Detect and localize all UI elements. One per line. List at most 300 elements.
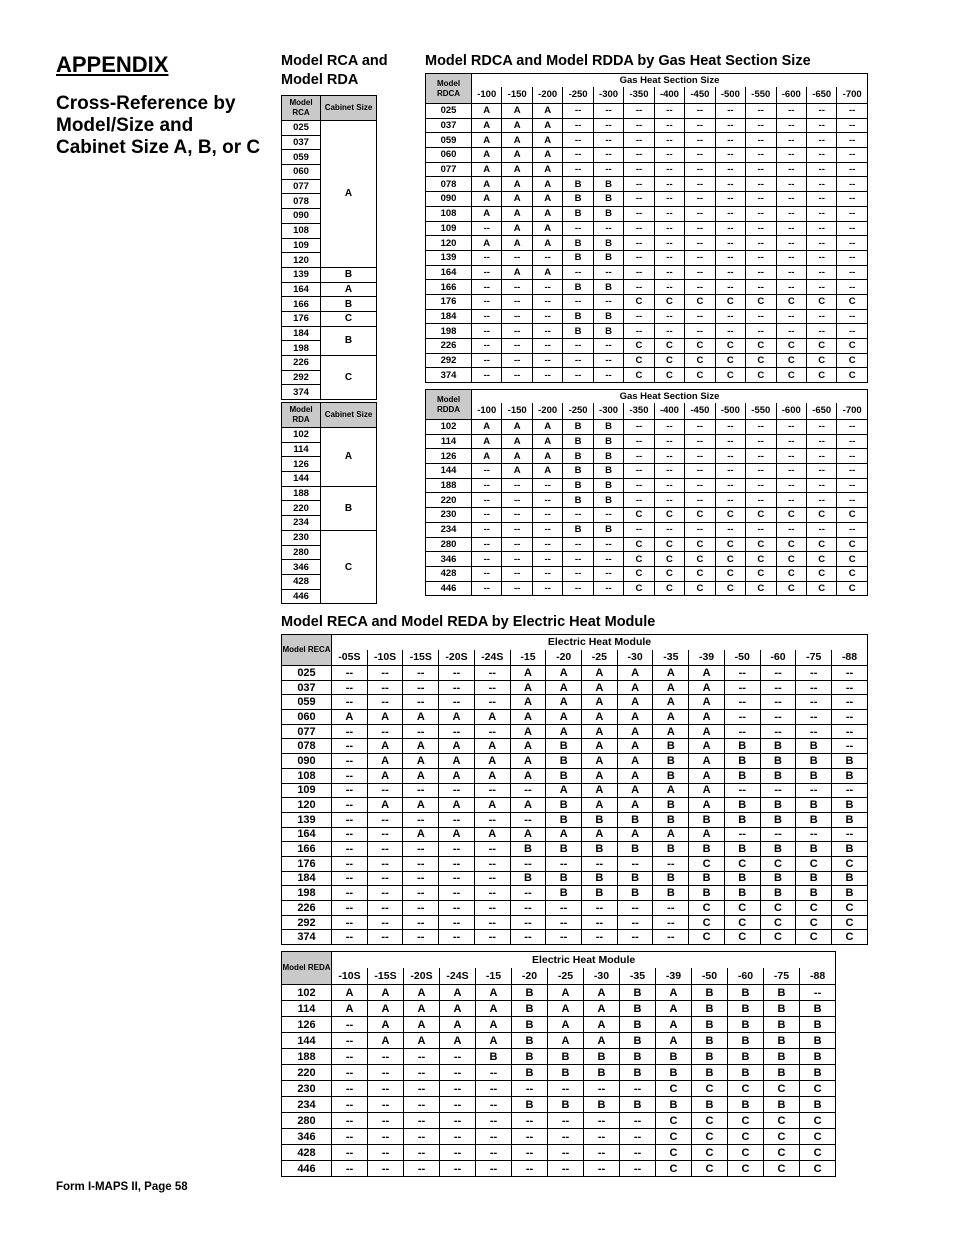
cabinet-cell: -- (332, 768, 368, 783)
model-number: 090 (426, 192, 472, 207)
table-row (426, 368, 868, 383)
column-header: -15 (476, 968, 512, 985)
cabinet-cell: B (832, 768, 868, 783)
cabinet-cell: -- (502, 324, 532, 339)
table-row (426, 309, 868, 324)
cabinet-cell: -- (715, 434, 745, 449)
cabinet-cell: -- (439, 901, 475, 916)
cabinet-cell: A (689, 754, 725, 769)
cabinet-cell: C (728, 1081, 764, 1097)
cabinet-cell: A (689, 710, 725, 725)
cabinet-cell: A (582, 680, 618, 695)
cabinet-cell: -- (502, 581, 532, 596)
model-number: 198 (282, 886, 332, 901)
cabinet-cell: B (563, 493, 593, 508)
cabinet-cell: B (760, 842, 796, 857)
cabinet-cell: C (692, 1113, 728, 1129)
column-header: -200 (532, 87, 562, 104)
cabinet-cell: A (474, 768, 510, 783)
cabinet-cell: -- (746, 464, 776, 479)
cabinet-cell: A (502, 104, 532, 119)
cabinet-cell: A (404, 1033, 440, 1049)
table-row (282, 121, 377, 136)
cabinet-cell: -- (654, 478, 684, 493)
cabinet-cell: B (563, 324, 593, 339)
cabinet-cell: -- (584, 1081, 620, 1097)
cabinet-cell: -- (472, 339, 502, 354)
column-header: -88 (800, 968, 836, 985)
cabinet-cell: -- (806, 148, 836, 163)
cabinet-cell: -- (593, 162, 623, 177)
model-number: 220 (282, 1065, 332, 1081)
cabinet-cell: A (617, 695, 653, 710)
cabinet-cell: -- (404, 1161, 440, 1177)
cabinet-cell: -- (624, 434, 654, 449)
cabinet-cell: -- (624, 177, 654, 192)
cabinet-cell: B (760, 798, 796, 813)
cabinet-cell: -- (474, 724, 510, 739)
cabinet-cell: -- (368, 1113, 404, 1129)
cabinet-cell: -- (472, 566, 502, 581)
group-header: Gas Heat Section Size (472, 390, 868, 403)
table-row (282, 1033, 836, 1049)
cabinet-cell: C (654, 581, 684, 596)
model-number: 198 (426, 324, 472, 339)
cabinet-cell: A (403, 754, 439, 769)
cabinet-cell: B (593, 236, 623, 251)
cabinet-cell: B (760, 768, 796, 783)
cabinet-cell: -- (715, 177, 745, 192)
cabinet-cell: -- (474, 812, 510, 827)
cabinet-cell: C (764, 1161, 800, 1177)
cabinet-cell: -- (440, 1145, 476, 1161)
cabinet-cell: B (617, 842, 653, 857)
cabinet-cell: -- (367, 827, 403, 842)
cabinet-cell: -- (806, 221, 836, 236)
cabinet-size: B (321, 267, 377, 282)
cabinet-cell: C (685, 294, 715, 309)
cabinet-cell: A (532, 206, 562, 221)
cabinet-cell: -- (512, 1129, 548, 1145)
cabinet-cell: -- (832, 666, 868, 681)
cabinet-cell: A (474, 798, 510, 813)
model-number: 230 (426, 508, 472, 523)
cabinet-cell: A (689, 695, 725, 710)
cabinet-cell: B (620, 1065, 656, 1081)
cabinet-cell: C (746, 368, 776, 383)
cabinet-cell: -- (776, 449, 806, 464)
cabinet-cell: C (800, 1113, 836, 1129)
column-header: -20 (512, 968, 548, 985)
table-row (282, 1129, 836, 1145)
cabinet-cell: A (502, 420, 532, 435)
cabinet-cell: -- (368, 1145, 404, 1161)
cabinet-cell: -- (472, 508, 502, 523)
cabinet-cell: -- (776, 133, 806, 148)
cabinet-cell: A (439, 768, 475, 783)
cabinet-cell: B (593, 478, 623, 493)
cabinet-cell: C (654, 508, 684, 523)
cabinet-cell: A (532, 118, 562, 133)
cabinet-cell: -- (439, 695, 475, 710)
cabinet-cell: -- (653, 856, 689, 871)
cabinet-cell: -- (563, 148, 593, 163)
cabinet-cell: C (624, 552, 654, 567)
cabinet-cell: A (472, 434, 502, 449)
table-row (426, 104, 868, 119)
cabinet-cell: -- (332, 856, 368, 871)
cabinet-cell: -- (715, 280, 745, 295)
cabinet-cell: B (728, 1017, 764, 1033)
cabinet-cell: -- (715, 192, 745, 207)
cabinet-cell: -- (746, 522, 776, 537)
cabinet-cell: A (476, 1017, 512, 1033)
column-header: -600 (776, 403, 806, 420)
cabinet-cell: B (653, 768, 689, 783)
cabinet-cell: B (546, 886, 582, 901)
cabinet-cell: -- (563, 162, 593, 177)
cabinet-cell: B (593, 280, 623, 295)
cabinet-cell: -- (832, 695, 868, 710)
cabinet-cell: C (837, 339, 868, 354)
cabinet-cell: -- (715, 206, 745, 221)
column-header: -500 (715, 403, 745, 420)
cabinet-cell: A (472, 104, 502, 119)
cabinet-size: B (321, 486, 377, 530)
cabinet-cell: C (800, 1161, 836, 1177)
cabinet-cell: -- (584, 1145, 620, 1161)
cabinet-cell: -- (563, 104, 593, 119)
cabinet-cell: -- (806, 420, 836, 435)
cabinet-cell: -- (837, 250, 868, 265)
cabinet-cell: B (512, 1033, 548, 1049)
model-number: 102 (426, 420, 472, 435)
cabinet-cell: -- (404, 1129, 440, 1145)
cabinet-cell: C (837, 581, 868, 596)
cabinet-cell: -- (654, 236, 684, 251)
column-header: -15S (368, 968, 404, 985)
cabinet-cell: -- (832, 739, 868, 754)
cabinet-cell: -- (593, 368, 623, 383)
column-header: -15 (510, 650, 546, 666)
cabinet-cell: -- (715, 309, 745, 324)
model-number: 184 (426, 309, 472, 324)
cabinet-cell: C (728, 1145, 764, 1161)
cabinet-cell: -- (502, 566, 532, 581)
cabinet-cell: A (367, 710, 403, 725)
cabinet-cell: -- (584, 1161, 620, 1177)
cabinet-cell: A (472, 420, 502, 435)
cabinet-cell: -- (806, 104, 836, 119)
cabinet-cell: B (563, 280, 593, 295)
cabinet-cell: C (806, 294, 836, 309)
cabinet-cell: B (689, 886, 725, 901)
cabinet-cell: -- (332, 1033, 368, 1049)
cabinet-cell: B (593, 420, 623, 435)
table-row (282, 326, 377, 341)
cabinet-cell: -- (776, 162, 806, 177)
cabinet-cell: C (685, 552, 715, 567)
table-row (282, 812, 868, 827)
model-number: 114 (282, 442, 321, 457)
cabinet-cell: -- (837, 280, 868, 295)
cabinet-cell: B (764, 1033, 800, 1049)
cabinet-cell: A (617, 783, 653, 798)
cabinet-cell: -- (474, 930, 510, 945)
cabinet-cell: A (582, 666, 618, 681)
cabinet-cell: -- (715, 522, 745, 537)
cabinet-cell: C (832, 856, 868, 871)
cabinet-cell: -- (724, 680, 760, 695)
cabinet-cell: A (440, 1001, 476, 1017)
cabinet-cell: -- (502, 478, 532, 493)
cabinet-cell: -- (776, 192, 806, 207)
table-row (426, 581, 868, 596)
cabinet-cell: -- (715, 118, 745, 133)
cabinet-cell: B (563, 464, 593, 479)
cabinet-cell: B (689, 871, 725, 886)
cabinet-cell: -- (806, 192, 836, 207)
cabinet-cell: A (532, 265, 562, 280)
cabinet-cell: -- (532, 368, 562, 383)
cabinet-cell: -- (654, 522, 684, 537)
model-number: 078 (282, 194, 321, 209)
table-row (426, 449, 868, 464)
column-header: -300 (593, 403, 623, 420)
cabinet-cell: A (439, 754, 475, 769)
column-header: -200 (532, 403, 562, 420)
table-row (282, 754, 868, 769)
cabinet-cell: -- (746, 478, 776, 493)
cabinet-cell: B (764, 1097, 800, 1113)
model-number: 164 (282, 282, 321, 297)
cabinet-cell: C (654, 339, 684, 354)
cabinet-cell: A (502, 162, 532, 177)
cabinet-cell: -- (403, 783, 439, 798)
cabinet-cell: B (800, 1097, 836, 1113)
cabinet-cell: -- (332, 783, 368, 798)
cabinet-cell: -- (746, 236, 776, 251)
cabinet-cell: B (653, 798, 689, 813)
cabinet-cell: C (728, 1129, 764, 1145)
cabinet-size: A (321, 282, 377, 297)
cabinet-cell: -- (472, 294, 502, 309)
cabinet-cell: A (439, 798, 475, 813)
model-number: 077 (426, 162, 472, 177)
table-row (282, 985, 836, 1001)
cabinet-cell: -- (620, 1081, 656, 1097)
cabinet-cell: B (476, 1049, 512, 1065)
table-row (282, 768, 868, 783)
cabinet-cell: -- (796, 724, 832, 739)
cabinet-cell: -- (746, 206, 776, 221)
cabinet-cell: A (584, 1001, 620, 1017)
table-row (426, 250, 868, 265)
cabinet-cell: -- (367, 695, 403, 710)
cabinet-cell: -- (620, 1145, 656, 1161)
cabinet-cell: -- (563, 133, 593, 148)
cabinet-cell: B (760, 871, 796, 886)
cabinet-cell: -- (806, 478, 836, 493)
cabinet-cell: -- (512, 1081, 548, 1097)
model-number: 226 (282, 901, 332, 916)
model-number: 374 (426, 368, 472, 383)
rda-cabinet-table (281, 402, 377, 604)
cabinet-cell: -- (474, 856, 510, 871)
table-row (282, 710, 868, 725)
column-header: -39 (689, 650, 725, 666)
cabinet-cell: -- (746, 309, 776, 324)
table-row (426, 192, 868, 207)
cabinet-cell: B (593, 493, 623, 508)
cabinet-cell: A (472, 449, 502, 464)
cabinet-cell: -- (715, 148, 745, 163)
cabinet-cell: A (689, 798, 725, 813)
cabinet-cell: A (440, 985, 476, 1001)
cabinet-cell: -- (806, 118, 836, 133)
cabinet-cell: -- (746, 118, 776, 133)
cabinet-cell: C (776, 552, 806, 567)
cabinet-cell: -- (806, 236, 836, 251)
appendix-heading: APPENDIX (56, 52, 169, 77)
column-header: -100 (472, 87, 502, 104)
cabinet-cell: A (582, 739, 618, 754)
cabinet-cell: C (776, 537, 806, 552)
cabinet-cell: A (617, 666, 653, 681)
table-row (282, 798, 868, 813)
model-number: 292 (282, 915, 332, 930)
cabinet-cell: B (692, 985, 728, 1001)
table-row (282, 1017, 836, 1033)
cabinet-cell: C (806, 339, 836, 354)
cabinet-cell: -- (368, 1049, 404, 1065)
table-row (282, 1049, 836, 1065)
cabinet-cell: B (832, 754, 868, 769)
cabinet-cell: -- (654, 206, 684, 221)
column-header: -39 (656, 968, 692, 985)
table-row (426, 162, 868, 177)
cabinet-cell: A (472, 206, 502, 221)
cabinet-cell: -- (548, 1113, 584, 1129)
cabinet-cell: -- (624, 420, 654, 435)
cabinet-cell: C (624, 353, 654, 368)
cabinet-cell: -- (593, 552, 623, 567)
cabinet-cell: -- (654, 177, 684, 192)
model-number: 144 (426, 464, 472, 479)
model-number: 114 (426, 434, 472, 449)
column-header: -550 (746, 87, 776, 104)
cabinet-cell: B (692, 1049, 728, 1065)
table-row (282, 886, 868, 901)
column-header: -35 (653, 650, 689, 666)
cabinet-cell: A (368, 1033, 404, 1049)
cabinet-cell: A (689, 783, 725, 798)
cabinet-cell: -- (624, 309, 654, 324)
cabinet-cell: -- (474, 871, 510, 886)
model-number: 126 (282, 1017, 332, 1033)
cabinet-cell: A (332, 710, 368, 725)
cabinet-cell: -- (776, 265, 806, 280)
cabinet-cell: B (764, 985, 800, 1001)
cabinet-cell: B (546, 754, 582, 769)
cabinet-cell: C (796, 856, 832, 871)
cabinet-cell: A (656, 1017, 692, 1033)
cabinet-cell: -- (593, 294, 623, 309)
cabinet-cell: C (764, 1129, 800, 1145)
table-row (282, 783, 868, 798)
model-number: 120 (282, 253, 321, 268)
cabinet-cell: -- (653, 901, 689, 916)
cabinet-cell: -- (332, 1065, 368, 1081)
table-row (282, 739, 868, 754)
model-number: 164 (426, 265, 472, 280)
cabinet-cell: A (502, 265, 532, 280)
table-row (282, 428, 377, 443)
column-header: -650 (806, 87, 836, 104)
cabinet-cell: -- (439, 724, 475, 739)
cabinet-cell: C (776, 566, 806, 581)
cabinet-cell: -- (472, 265, 502, 280)
cabinet-cell: -- (440, 1129, 476, 1145)
cabinet-cell: B (764, 1049, 800, 1065)
cabinet-cell: -- (685, 464, 715, 479)
cabinet-size: A (321, 428, 377, 487)
cabinet-cell: B (563, 236, 593, 251)
cabinet-cell: -- (617, 856, 653, 871)
cabinet-cell: -- (563, 118, 593, 133)
cabinet-cell: B (512, 1001, 548, 1017)
cabinet-cell: -- (548, 1129, 584, 1145)
cabinet-cell: B (593, 449, 623, 464)
cabinet-cell: -- (837, 104, 868, 119)
column-header: -60 (760, 650, 796, 666)
table-row (282, 842, 868, 857)
cabinet-cell: -- (624, 148, 654, 163)
cabinet-cell: C (685, 368, 715, 383)
cabinet-cell: A (510, 724, 546, 739)
table-row (282, 1097, 836, 1113)
cabinet-cell: -- (776, 493, 806, 508)
cabinet-cell: -- (746, 449, 776, 464)
cabinet-cell: -- (472, 309, 502, 324)
cabinet-cell: -- (760, 827, 796, 842)
model-number: 230 (282, 1081, 332, 1097)
column-header: -75 (796, 650, 832, 666)
table-row (426, 508, 868, 523)
gas-section-title: Model RDCA and Model RDDA by Gas Heat Section Size (425, 53, 811, 69)
cabinet-cell: -- (837, 493, 868, 508)
cabinet-cell: -- (832, 680, 868, 695)
cabinet-cell: -- (332, 798, 368, 813)
cabinet-cell: -- (584, 1129, 620, 1145)
cabinet-cell: -- (472, 464, 502, 479)
cabinet-cell: -- (440, 1097, 476, 1113)
cabinet-cell: -- (715, 493, 745, 508)
cabinet-cell: -- (776, 177, 806, 192)
cabinet-cell: B (653, 812, 689, 827)
cabinet-cell: -- (532, 493, 562, 508)
cabinet-cell: A (510, 739, 546, 754)
cabinet-cell: B (796, 871, 832, 886)
cabinet-cell: C (746, 508, 776, 523)
cabinet-cell: C (654, 552, 684, 567)
model-number: 025 (426, 104, 472, 119)
table-row (282, 695, 868, 710)
cabinet-cell: A (582, 783, 618, 798)
table-row (426, 221, 868, 236)
cabinet-cell: -- (760, 666, 796, 681)
cabinet-cell: B (760, 754, 796, 769)
